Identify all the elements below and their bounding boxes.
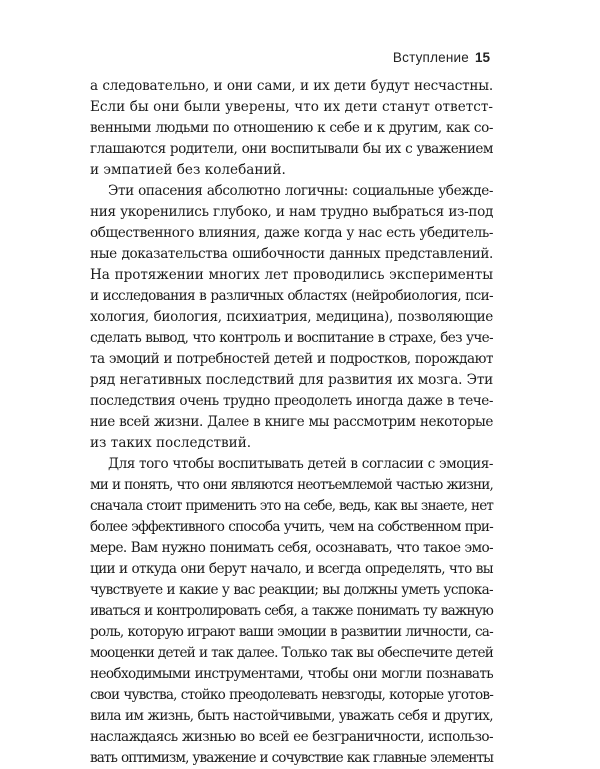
text-line: венными людьми по отношению к себе и к другим, как со- xyxy=(90,120,493,136)
page-number: 15 xyxy=(474,50,490,65)
text-line: хология, биология, психиатрия, медицина), позволяющие xyxy=(90,309,493,325)
text-line: Для того чтобы воспитывать детей в согласии с эмоция- xyxy=(108,456,493,472)
text-line: более эффективного способа учить, чем на собственном при- xyxy=(90,519,493,535)
text-line: необходимыми инструментами, чтобы они могли познавать xyxy=(90,666,493,682)
text-line: общественного влияния, даже когда у нас есть убедитель- xyxy=(90,225,493,241)
text-line: и эмпатией без колебаний. xyxy=(90,162,286,178)
text-line: роль, которую играют ваши эмоции в развитии личности, са- xyxy=(90,624,493,640)
section-title: Вступление xyxy=(392,50,469,65)
paragraph-2 xyxy=(90,181,493,454)
text-line: мооценки детей и так далее. Только так вы обеспечите детей xyxy=(90,645,493,661)
text-line: иваться и контролировать себя, а также понимать ту важную xyxy=(90,603,493,619)
text-line: ния укоренились глубоко, и нам трудно выбраться из-под xyxy=(90,204,493,220)
text-line: та эмоций и потребностей детей и подростков, порождают xyxy=(90,351,493,367)
text-line: свои чувства, стойко преодолевать невзгоды, которые уготов- xyxy=(90,687,493,703)
text-line: из таких последствий. xyxy=(90,435,252,451)
text-line: ные доказательства ошибочности данных представлений. xyxy=(90,246,493,262)
text-line: сначала стоит применить это на себе, ведь, как вы знаете, нет xyxy=(90,498,493,514)
paragraph-3 xyxy=(90,454,493,769)
text-line: и исследования в различных областях (нейробиология, пси- xyxy=(90,288,493,304)
running-header xyxy=(393,50,490,65)
text-line: Если бы они были уверены, что их дети станут ответст- xyxy=(90,99,493,115)
text-line: а следовательно, и они сами, и их дети будут несчастны. xyxy=(90,78,493,94)
text-line: Эти опасения абсолютно логичны: социальные убежде- xyxy=(108,183,493,199)
text-line: ние всей жизни. Далее в книге мы рассмотрим некоторые xyxy=(90,414,493,430)
text-line: чувствуете и какие у вас реакции; вы должны уметь успока- xyxy=(90,582,493,598)
body-text xyxy=(90,76,493,769)
text-line: вать оптимизм, уважение и сочувствие как главные элементы xyxy=(90,750,493,766)
text-line: ряд негативных последствий для развития их мозга. Эти xyxy=(90,372,493,388)
text-line: сделать вывод, что контроль и воспитание в страхе, без уче- xyxy=(90,330,493,346)
text-line: ми и понять, что они являются неотъемлемой частью жизни, xyxy=(90,477,493,493)
text-line: На протяжении многих лет проводились эксперименты xyxy=(90,267,493,283)
text-line: вила им жизнь, быть настойчивыми, уважать себя и других, xyxy=(90,708,493,724)
paragraph-1 xyxy=(90,76,493,181)
text-line: глашаются родители, они воспитывали бы их с уважением xyxy=(90,141,493,157)
text-line: последствия очень трудно преодолеть иногда даже в тече- xyxy=(90,393,493,409)
text-line: мере. Вам нужно понимать себя, осознавать, что такое эмо- xyxy=(90,540,493,556)
text-line: наслаждаясь жизнью во всей ее безграничности, использо- xyxy=(90,729,493,745)
text-line: ции и откуда они берут начало, и всегда определять, что вы xyxy=(90,561,493,577)
